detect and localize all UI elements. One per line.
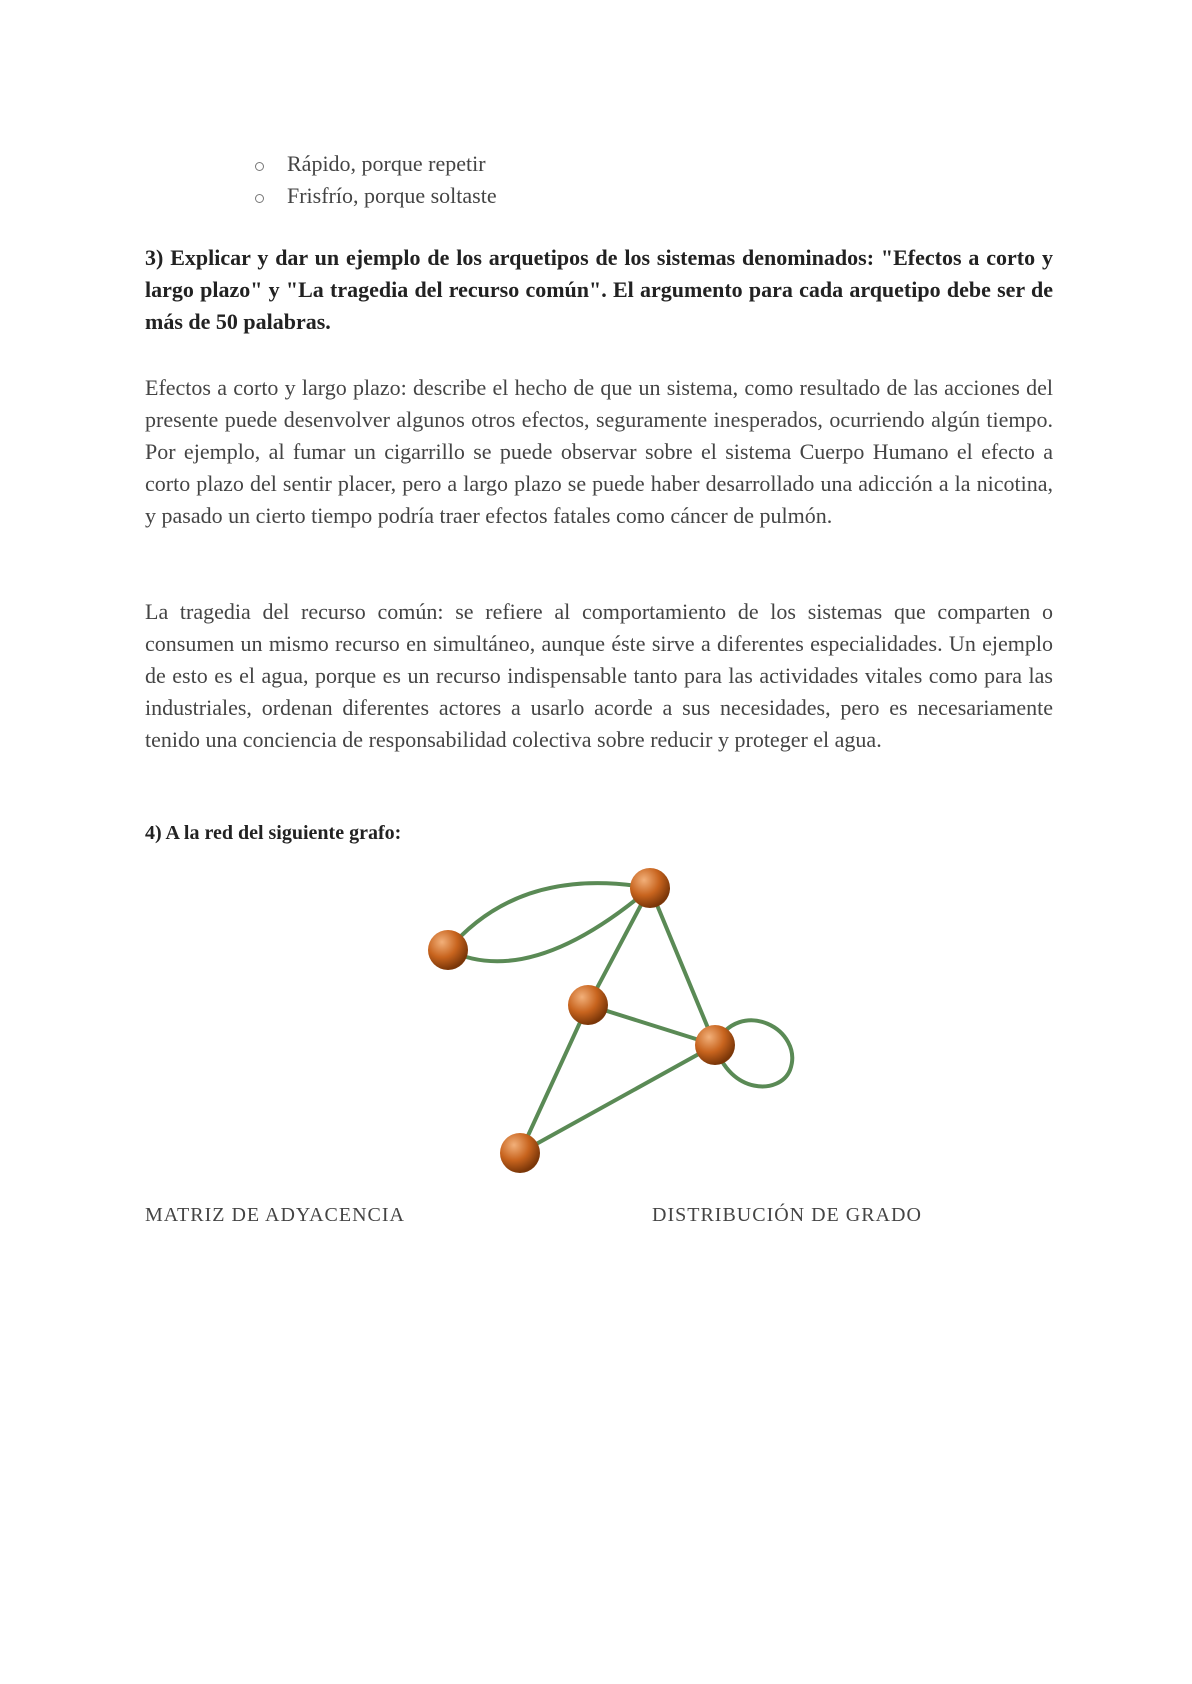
- graph-node: [695, 1025, 735, 1065]
- bullet-item: Frisfrío, porque soltaste: [255, 180, 497, 212]
- question-paragraph: 3) Explicar y dar un ejemplo de los arquetipos de los sistemas denominados: "Efectos a corto y largo plazo" y "La tragedia del recurso común". El argumento para cada arquetipo debe ser de más de 50 palabras.: [145, 245, 1053, 334]
- graph-figure: [410, 855, 810, 1190]
- graph-edge: [448, 888, 650, 961]
- graph-node: [500, 1133, 540, 1173]
- graph-question-heading: 4) A la red del siguiente grafo:: [145, 822, 402, 844]
- answer-tragedy-commons: La tragedia del recurso común: se refiere al comportamiento de los sistemas que comparten o consumen un mismo recurso en simultáneo, aunque éste sirve a diferentes especialidades. Un ejemplo de esto es el agua, porque es un recurso indispensable tanto para las actividades vitales como para las industriales, ordenan diferentes actores a usarlo acorde a sus necesidades, pero es necesariamente tenido una conciencia de responsabilidad colectiva sobre reducir y proteger el agua.: [145, 599, 1053, 752]
- answer-short-long-term: Efectos a corto y largo plazo: describe el hecho de que un sistema, como resultado de las acciones del presente puede desenvolver algunos otros efectos, seguramente inesperados, ocurriendo algún tiempo. Por ejemplo, al fumar un cigarrillo se puede observar sobre el sistema Cuerpo Humano el efecto a corto plazo del sentir placer, pero a largo plazo se puede haber desarrollado una adicción a la nicotina, y pasado un cierto tiempo podría traer efectos fatales como cáncer de pulmón.: [145, 375, 1053, 528]
- degree-distribution-label: DISTRIBUCIÓN DE GRADO: [652, 1204, 922, 1226]
- graph-node: [568, 985, 608, 1025]
- graph-edge: [650, 888, 715, 1045]
- graph-edge: [448, 883, 650, 950]
- graph-edge: [520, 1005, 588, 1153]
- graph-edge: [520, 1045, 715, 1153]
- graph-node: [428, 930, 468, 970]
- adjacency-matrix-label: MATRIZ DE ADYACENCIA: [145, 1204, 405, 1226]
- graph-node: [630, 868, 670, 908]
- bullet-item: Rápido, porque repetir: [255, 148, 497, 180]
- bullet-list: [255, 148, 497, 212]
